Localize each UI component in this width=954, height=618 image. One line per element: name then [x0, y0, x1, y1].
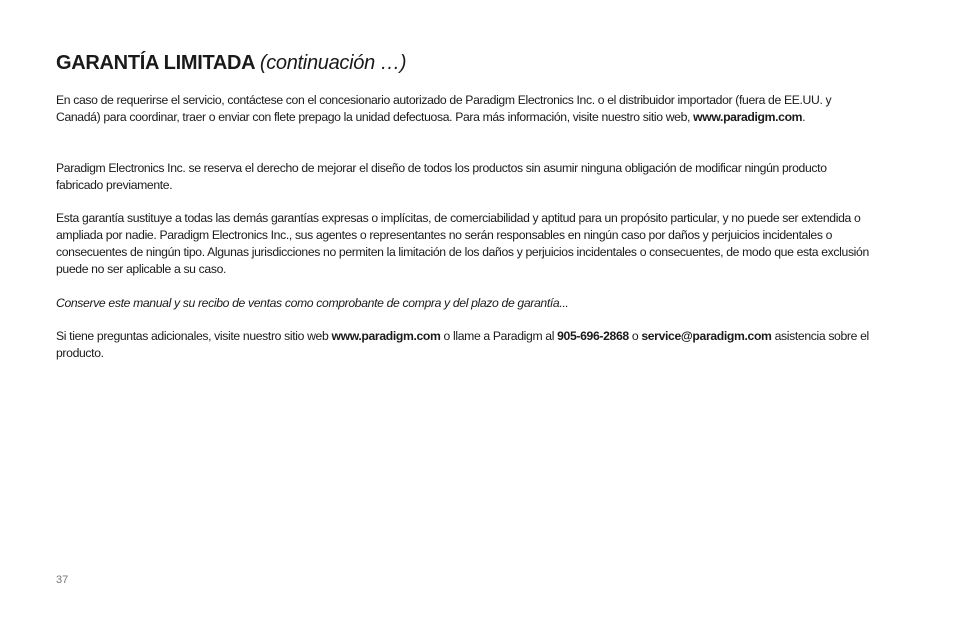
- service-text: En caso de requerirse el servicio, contáctese con el concesionario autorizado de Paradigm Electronics Inc. o el distribuidor importador (fuera de EE.UU. y Canadá) para coordinar, traer o enviar con flete prepago la unidad defectuosa. Para más información, visite nuestro sitio web,: [56, 93, 832, 124]
- paragraph-contact: [56, 328, 876, 362]
- contact-text-4: asistencia sobre el producto.: [56, 329, 869, 360]
- title-main: GARANTÍA LIMITADA: [56, 52, 255, 74]
- website-link[interactable]: www.paradigm.com: [693, 110, 803, 124]
- page-title: [56, 52, 406, 75]
- contact-email-link[interactable]: service@paradigm.com: [641, 329, 772, 343]
- contact-text-1: Si tiene preguntas adicionales, visite nuestro sitio web: [56, 329, 332, 343]
- paragraph-warranty-terms: Esta garantía sustituye a todas las demás garantías expresas o implícitas, de comerciabilidad y aptitud para un propósito particular, y no puede ser extendida o ampliada por nadie. Paradigm Electronics Inc., sus agentes o representantes no serán responsables en ningún caso por daños y perjuicios incidentales o consecuentes de ningún tipo. Algunas jurisdicciones no permiten la limitación de los daños y perjuicios incidentales o consecuentes, de modo que esta exclusión puede no ser aplicable a su caso.: [56, 211, 869, 276]
- title-continuation: (continuación …): [259, 52, 407, 74]
- service-text-end: .: [802, 110, 806, 124]
- paragraph-service: [56, 92, 876, 126]
- contact-website-link[interactable]: www.paradigm.com: [331, 329, 441, 343]
- paragraph-keep-receipt: Conserve este manual y su recibo de ventas como comprobante de compra y del plazo de garantía...: [56, 296, 569, 310]
- contact-text-3: o: [628, 329, 642, 343]
- paragraph-design-rights: Paradigm Electronics Inc. se reserva el derecho de mejorar el diseño de todos los productos sin asumir ninguna obligación de modificar ningún producto fabricado previamente.: [56, 161, 827, 192]
- page-number: 37: [56, 574, 69, 586]
- contact-phone[interactable]: 905-696-2868: [557, 329, 629, 343]
- contact-text-2: o llame a Paradigm al: [440, 329, 558, 343]
